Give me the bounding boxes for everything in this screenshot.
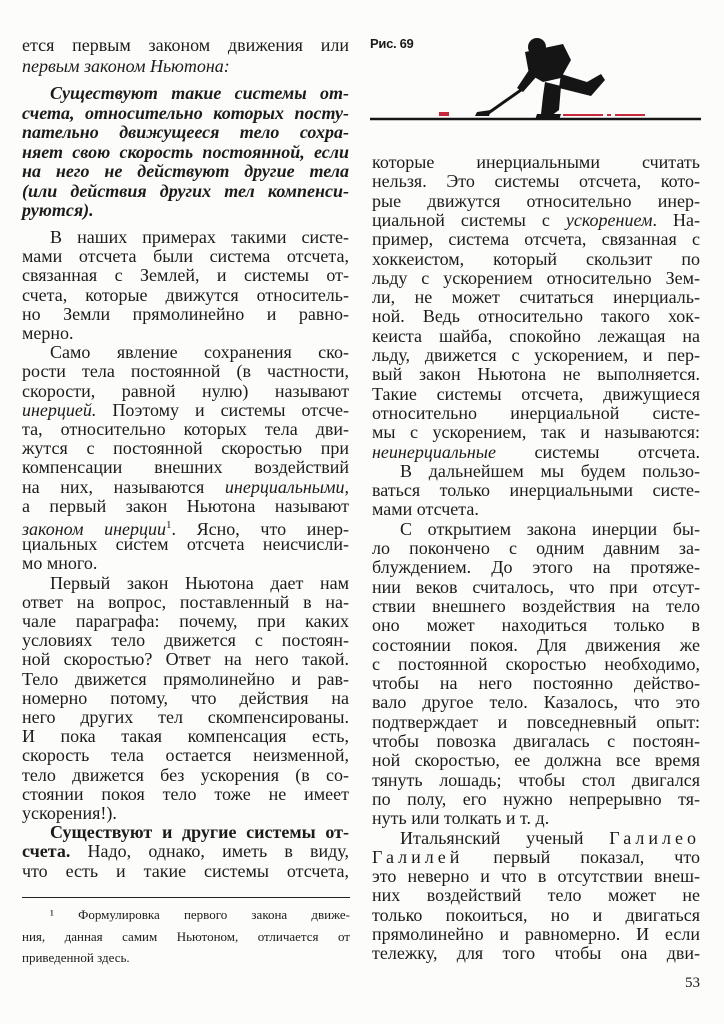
footnote-line: ния, данная самим Ньютоном, отличается от [22, 928, 350, 944]
text-segment: системы отсчета. [496, 441, 700, 462]
text-segment: мами отсчета были система отсчета, [22, 246, 349, 267]
text-segment: ной скоростью, ее должна все время [372, 750, 700, 771]
text-line [22, 265, 349, 285]
text-segment: связанная с Землей, и системы от- [22, 265, 349, 286]
text-segment: ло покончено с одним давним за- [372, 538, 700, 558]
figure-caption: Рис. 69 [370, 36, 414, 51]
text-segment: чтобы на него постоянно действо- [372, 673, 700, 694]
text-line [22, 803, 349, 823]
text-segment: тележку, для того чтобы она дви- [372, 943, 700, 964]
text-segment: ускорения!). [22, 803, 117, 823]
text-line [372, 210, 700, 230]
text-line [372, 596, 700, 616]
text-line [372, 422, 700, 442]
text-line [22, 707, 349, 727]
text-line [372, 287, 700, 307]
text-segment: , [344, 476, 349, 497]
player-leg-front [541, 82, 561, 116]
text-segment: ется первым законом движения или [22, 35, 349, 55]
text-segment: ваться только инерциальными систе- [372, 480, 700, 501]
text-line [22, 669, 349, 689]
emphasized-text: (или действия других тел компенси- [22, 180, 349, 201]
text-segment: мо много. [22, 553, 98, 574]
text-segment: нельзя. Это системы отсчета, кото- [372, 171, 700, 192]
text-segment: Надо, однако, иметь в виду, [70, 841, 349, 862]
text-segment: счета, которые движутся относитель- [22, 284, 349, 305]
emphasized-text: счета, относительно которых посту- [22, 102, 349, 123]
text-line [22, 477, 349, 497]
text-segment: условиях тело движется с постоян- [22, 630, 349, 651]
text-segment: ответ на вопрос, поставленный в на- [22, 591, 349, 612]
text-line [372, 943, 700, 963]
text-line [372, 499, 700, 519]
text-line [22, 419, 349, 439]
emphasized-text: неинерциальные [372, 441, 496, 462]
text-segment: жутся с постоянной скоростью при [22, 438, 349, 459]
text-segment: И пока такая компенсация есть, [22, 726, 349, 747]
text-segment: та, относительно которых тела дви- [22, 419, 349, 439]
text-line [22, 861, 349, 881]
text-segment: компенсации внешних воздействий [22, 457, 349, 478]
text-segment: нуть или толкать и т. д. [372, 808, 550, 829]
text-line [22, 534, 349, 554]
text-line [372, 905, 700, 925]
text-segment: номерно потому, что действия на [22, 687, 349, 708]
text-segment: . На- [652, 209, 701, 230]
text-segment: него других тел скомпенсированы. [22, 707, 349, 727]
text-segment: тело движется без ускорения (в со- [22, 764, 349, 785]
hockey-player-illustration [365, 30, 705, 125]
text-line [372, 268, 700, 288]
text-line [372, 171, 700, 191]
text-line [372, 808, 700, 828]
text-line [372, 789, 700, 809]
footnote-line: ¹ Формулировка первого закона движе- [50, 907, 350, 922]
text-line [372, 712, 700, 732]
text-segment: ной скоростью? Ответ на него такой. [22, 649, 349, 670]
text-segment: В наших примерах такими систе- [50, 227, 349, 247]
text-line [22, 161, 349, 181]
emphasized-text: законом инерции [22, 519, 167, 539]
text-line [22, 200, 349, 220]
text-segment: мами отсчета. [372, 499, 479, 520]
text-segment: льду, движется с ускорением, и пер- [372, 345, 700, 365]
text-line [372, 770, 700, 790]
text-segment: Первый закон Ньютона дает нам [50, 572, 349, 593]
text-line [22, 323, 349, 343]
text-segment: первый показал, что [463, 846, 700, 867]
emphasized-text: счета. [22, 841, 71, 862]
text-line [372, 654, 700, 674]
text-segment: на них, называются [22, 476, 225, 497]
text-line [372, 673, 700, 693]
text-line [22, 361, 349, 381]
text-segment: скорость тела остается неизменной, [22, 745, 349, 766]
text-line [372, 364, 700, 384]
emphasized-text: инерцией. [22, 399, 97, 420]
text-segment: кеиста шайба, спокойно лежащая на [372, 325, 700, 346]
emphasized-text: на него не действуют другие тела [22, 161, 349, 181]
text-segment: стоянии покоя тело тоже не имеет [22, 783, 349, 804]
text-line [22, 573, 349, 593]
text-line [372, 750, 700, 770]
text-line [22, 438, 349, 458]
text-segment: пример, система отсчета, связанная с [372, 229, 700, 250]
emphasized-text: Галилей [372, 846, 464, 867]
text-segment: это неверно и что в отсутствии внеш- [372, 866, 700, 887]
text-segment: прямолинейно и равномерно. И если [372, 924, 700, 944]
text-line [22, 457, 349, 477]
text-segment: мерно. [22, 323, 74, 343]
text-line [372, 885, 700, 905]
footnote-divider [22, 897, 350, 898]
text-line [372, 538, 700, 558]
text-line [22, 515, 349, 539]
text-segment: . Ясно, что инер- [171, 519, 349, 539]
stick-blade [475, 110, 491, 116]
emphasized-text: ускорением [565, 209, 653, 230]
text-line [22, 56, 349, 76]
text-line [372, 924, 700, 944]
text-segment: Само явление сохранения ско- [50, 342, 349, 363]
emphasized-text: инерциальными [224, 476, 345, 497]
text-segment: С открытием закона инерции бы- [400, 518, 700, 539]
text-segment: оно может находиться только в [372, 615, 700, 636]
text-segment: с постоянной скоростью необходимо, [372, 653, 700, 674]
text-line [22, 765, 349, 785]
text-line [372, 557, 700, 577]
emphasized-text: Существуют такие системы от- [50, 83, 349, 103]
text-line [372, 480, 700, 500]
text-line [22, 592, 349, 612]
text-segment: Тело движется прямолинейно и рав- [22, 668, 349, 689]
text-segment: циальных систем отсчета неисчисли- [22, 534, 349, 555]
text-line [22, 496, 349, 516]
text-segment: подтверждает и повседневный опыт: [372, 711, 700, 732]
text-line [22, 342, 349, 362]
text-segment: мы с ускорением, так и называются: [372, 422, 700, 443]
text-line [372, 326, 700, 346]
text-line [22, 649, 349, 669]
text-segment: скорости, равной нулю) называют [22, 380, 349, 401]
text-line [22, 142, 349, 162]
emphasized-text: руются). [22, 200, 94, 220]
text-segment: а первый закон Ньютона называют [22, 495, 349, 516]
text-line [22, 630, 349, 650]
text-segment: вый закон Ньютона не выполняется. [372, 364, 700, 385]
text-line [372, 731, 700, 751]
text-segment: рости тела постоянной (в частности, [22, 361, 349, 382]
text-segment: что есть и такие системы отсчета, [22, 860, 349, 881]
text-line [372, 519, 700, 539]
text-line [372, 403, 700, 423]
text-segment: ли, не может считаться инерциаль- [372, 287, 700, 308]
text-segment: по полу, его нужно непрерывно тя- [372, 788, 700, 809]
text-line [372, 847, 700, 867]
text-segment: хоккеистом, который скользит по [372, 248, 700, 269]
text-line [22, 122, 349, 142]
text-line [22, 35, 349, 55]
text-segment: Итальянский ученый [400, 827, 610, 848]
text-line [372, 191, 700, 211]
text-line [22, 611, 349, 631]
text-line [22, 688, 349, 708]
text-segment: вало другое тело. Казалось, что это [372, 692, 700, 713]
text-line [22, 285, 349, 305]
text-segment: ной. Ведь относительно такого хок- [372, 306, 700, 327]
text-segment: них воздействий тело может не [372, 885, 700, 906]
text-line [372, 384, 700, 404]
text-segment: тянуть лошадь; чтобы стол двигался [372, 769, 700, 790]
text-line [372, 461, 700, 481]
text-segment: Поэтому и системы отсче- [96, 399, 349, 420]
player-leg-back [559, 74, 605, 96]
text-segment: только покоиться, но и двигаться [372, 904, 700, 925]
text-segment: но Земли прямолинейно и равно- [22, 303, 349, 324]
puck [439, 112, 449, 116]
text-segment: циальной системы с [372, 209, 566, 230]
text-line [22, 103, 349, 123]
text-line [22, 822, 349, 842]
text-segment: состоянии покоя. Для движения же [372, 634, 700, 655]
text-segment: блуждением. До этого на протяже- [372, 557, 700, 578]
text-line [22, 381, 349, 401]
emphasized-text: няет свою скорость постоянной, если [22, 141, 349, 162]
text-line [372, 866, 700, 886]
emphasized-text: Галилео [609, 827, 700, 848]
text-line [22, 227, 349, 247]
text-segment: чтобы повозка двигалась с постоян- [372, 731, 700, 751]
text-line [22, 400, 349, 420]
text-line [372, 152, 700, 172]
text-line [22, 304, 349, 324]
text-segment: В дальнейшем мы будем пользо- [400, 460, 700, 481]
text-line [372, 635, 700, 655]
text-line [372, 577, 700, 597]
text-line [372, 345, 700, 365]
text-segment: рые движутся относительно инер- [372, 190, 700, 211]
text-line [22, 83, 349, 103]
text-line [372, 828, 700, 848]
text-segment: относительно инерциальной систе- [372, 402, 700, 423]
text-line [372, 249, 700, 269]
hockey-stick [487, 90, 521, 114]
text-line [22, 841, 349, 861]
text-line [372, 229, 700, 249]
text-line [22, 246, 349, 266]
text-line [372, 615, 700, 635]
text-line [22, 726, 349, 746]
text-segment: льду с ускорением относительно Зем- [372, 267, 700, 288]
text-segment: ствии внешнего воздействия на тело [372, 595, 700, 616]
text-line [372, 692, 700, 712]
text-line [22, 181, 349, 201]
footnote-line: приведенной здесь. [22, 950, 130, 965]
emphasized-text: Существуют и другие системы от- [50, 822, 349, 843]
text-segment: нии веков считалось, что при отсут- [372, 576, 700, 597]
emphasized-text: первым законом Ньютона: [22, 56, 230, 76]
text-segment: Такие системы отсчета, движущиеся [372, 383, 700, 404]
text-line [22, 784, 349, 804]
text-segment: чале параграфа: почему, при каких [22, 611, 349, 631]
page-number: 53 [685, 975, 700, 991]
text-line [372, 442, 700, 462]
text-line [372, 306, 700, 326]
text-segment: которые инерциальными считать [372, 152, 700, 172]
footnote-ref: 1 [166, 519, 172, 531]
text-line [22, 553, 349, 573]
text-line [22, 745, 349, 765]
emphasized-text: пательно движущееся тело сохра- [22, 122, 349, 142]
